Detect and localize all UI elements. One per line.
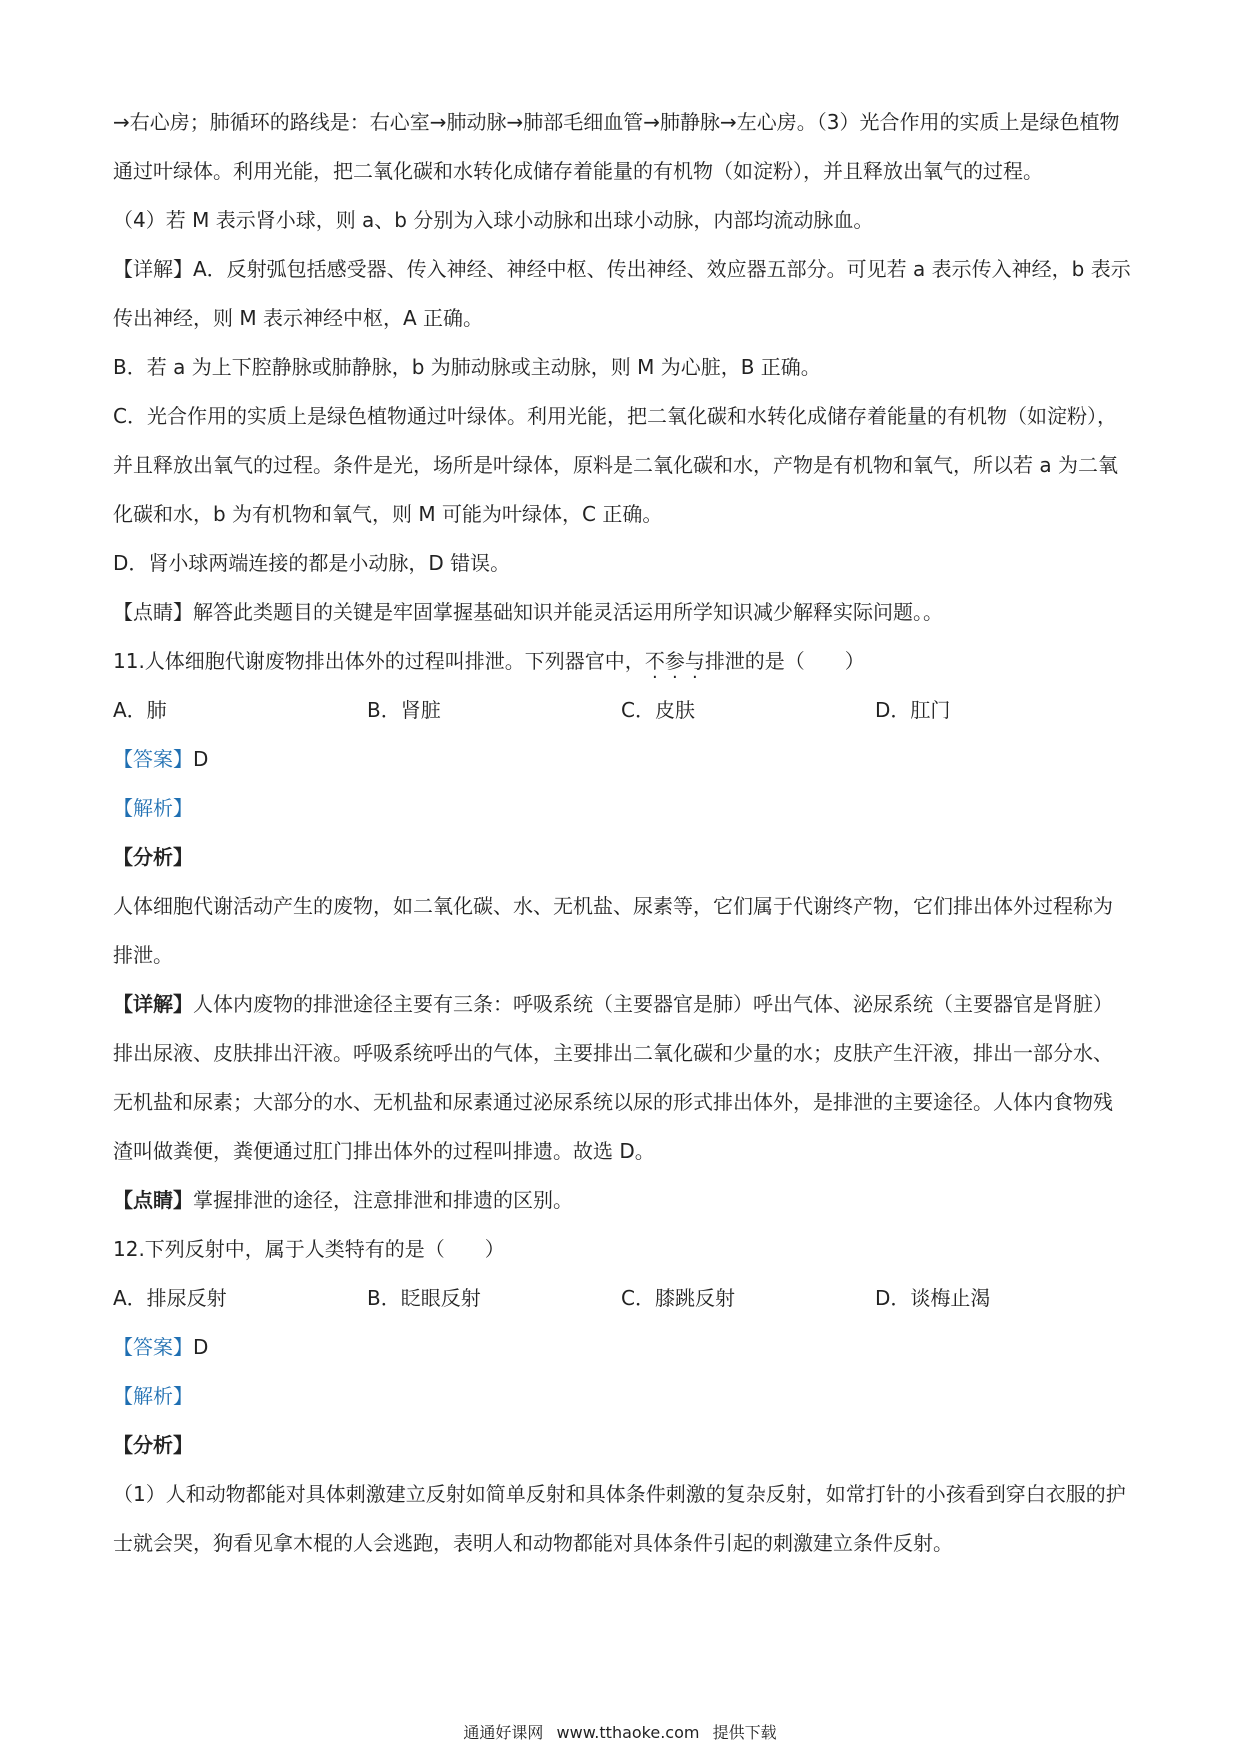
q11-tip — [113, 1176, 1131, 1225]
question-12-options — [113, 1274, 1131, 1323]
q11-stem-a: 11.人体细胞代谢废物排出体外的过程叫排泄。下列器官中， — [113, 649, 645, 673]
paragraph-detail-d: D．肾小球两端连接的都是小动脉，D 错误。 — [113, 551, 511, 575]
q11-option-b: B．肾脏 — [367, 698, 441, 722]
q11-fenxi-label: 【分析】 — [113, 845, 193, 869]
q11-answer — [113, 735, 1131, 784]
q11-option-a: A．肺 — [113, 698, 167, 722]
page-content — [113, 98, 1131, 1568]
q12-analysis-label: 【解析】 — [113, 1384, 193, 1408]
question-12-stem: 12.下列反射中，属于人类特有的是（ ） — [113, 1237, 505, 1261]
q11-emph-char: 与 — [684, 649, 705, 673]
q11-detail — [113, 980, 1131, 1176]
tip-text: 解答此类题目的关键是牢固掌握基础知识并能灵活运用所学知识减少解释实际问题。。 — [193, 600, 943, 624]
paragraph-glomerulus: （4）若 M 表示肾小球，则 a、b 分别为入球小动脉和出球小动脉，内部均流动脉血。 — [113, 208, 874, 232]
q11-fenxi-text: 人体细胞代谢活动产生的废物，如二氧化碳、水、无机盐、尿素等，它们属于代谢终产物，它们排出体外过程称为排泄。 — [113, 894, 1113, 967]
detail-a-text: A．反射弧包括感受器、传入神经、神经中枢、传出神经、效应器五部分。可见若 a 表示传入神经，b 表示传出神经，则 M 表示神经中枢，A 正确。 — [113, 257, 1131, 330]
q11-stem-b: 排泄的是（ ） — [704, 649, 865, 673]
q12-fenxi-text: （1）人和动物都能对具体刺激建立反射如简单反射和具体条件刺激的复杂反射，如常打针的小孩看到穿白衣服的护士就会哭，狗看见拿木棍的人会逃跑，表明人和动物都能对具体条件引起的刺激建立条件反射。 — [113, 1482, 1126, 1555]
q12-answer-value: D — [193, 1335, 209, 1359]
q11-answer-label: 【答案】 — [113, 747, 193, 771]
q11-detail-text: 人体内废物的排泄途径主要有三条：呼吸系统（主要器官是肺）呼出气体、泌尿系统（主要器官是肾脏）排出尿液、皮肤排出汗液。呼吸系统呼出的气体，主要排出二氧化碳和少量的水；皮肤产生汗液，排出一部分水、无机盐和尿素；大部分的水、无机盐和尿素通过泌尿系统以尿的形式排出体外，是排泄的主要途径。人体内食物残渣叫做粪便，粪便通过肛门排出体外的过程叫排遗。故选 D。 — [113, 992, 1113, 1163]
tip-label: 【点睛】 — [113, 600, 193, 624]
q11-emph-char: 不 — [644, 649, 665, 673]
q11-analysis-label: 【解析】 — [113, 796, 193, 820]
q11-emph-char: 参 — [664, 649, 685, 673]
question-11-stem — [113, 637, 1131, 686]
paragraph-circulation: →右心房；肺循环的路线是：右心室→肺动脉→肺部毛细血管→肺静脉→左心房。（3）光合作用的实质上是绿色植物通过叶绿体。利用光能，把二氧化碳和水转化成储存着能量的有机物（如淀粉），并且释放出氧气的过程。 — [113, 110, 1120, 183]
q12-fenxi-label: 【分析】 — [113, 1433, 193, 1457]
footer-site-name: 通通好课网 — [463, 1723, 544, 1742]
footer-url[interactable]: www.tthaoke.com — [556, 1723, 700, 1742]
q12-option-a: A．排尿反射 — [113, 1286, 227, 1310]
q11-detail-label: 【详解】 — [113, 992, 193, 1016]
q11-option-c: C．皮肤 — [621, 698, 695, 722]
q12-option-b: B．眨眼反射 — [367, 1286, 481, 1310]
q12-answer-label: 【答案】 — [113, 1335, 193, 1359]
q11-answer-value: D — [193, 747, 209, 771]
paragraph-detail-a — [113, 245, 1131, 343]
detail-label: 【详解】 — [113, 257, 193, 281]
page-footer — [0, 1720, 1240, 1743]
q12-answer — [113, 1323, 1131, 1372]
paragraph-tip — [113, 588, 1131, 637]
q11-tip-label: 【点睛】 — [113, 1188, 193, 1212]
q11-option-d: D．肛门 — [875, 698, 951, 722]
question-11-options — [113, 686, 1131, 735]
q12-option-d: D．谈梅止渴 — [875, 1286, 991, 1310]
paragraph-detail-c: C．光合作用的实质上是绿色植物通过叶绿体。利用光能，把二氧化碳和水转化成储存着能量的有机物（如淀粉），并且释放出氧气的过程。条件是光，场所是叶绿体，原料是二氧化碳和水，产物是有机物和氧气，所以若 a 为二氧化碳和水，b 为有机物和氧气，则 M 可能为叶绿体，C 正确。 — [113, 404, 1118, 526]
q12-option-c: C．膝跳反射 — [621, 1286, 735, 1310]
footer-tail: 提供下载 — [712, 1723, 777, 1742]
q11-tip-text: 掌握排泄的途径，注意排泄和排遗的区别。 — [193, 1188, 573, 1212]
paragraph-detail-b: B．若 a 为上下腔静脉或肺静脉，b 为肺动脉或主动脉，则 M 为心脏，B 正确。 — [113, 355, 821, 379]
